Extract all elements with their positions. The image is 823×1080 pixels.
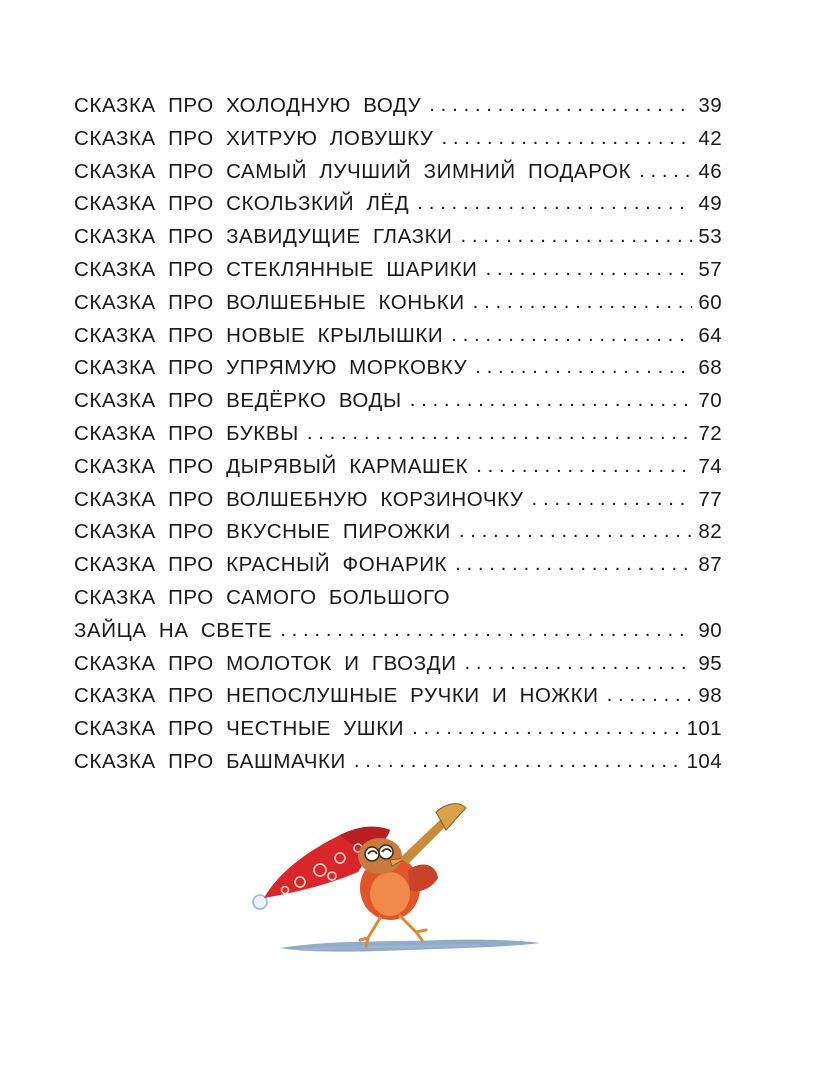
bird-with-trumpet-illustration <box>240 790 550 970</box>
toc-entry-page: 60 <box>698 290 722 314</box>
toc-entry[interactable] <box>74 488 722 521</box>
toc-leader-dots <box>639 159 692 183</box>
toc-entry-title: СКАЗКА ПРО ХОЛОДНУЮ ВОДУ <box>74 94 422 117</box>
toc-entry-page: 98 <box>698 684 722 708</box>
toc-entry-page: 101 <box>686 717 722 741</box>
toc-entry[interactable] <box>74 160 722 193</box>
toc-entry-title: ЗАЙЦА НА СВЕТЕ <box>74 618 273 642</box>
toc-entry-title: СКАЗКА ПРО БАШМАЧКИ <box>74 749 346 773</box>
bird-with-trumpet-icon <box>240 790 550 970</box>
toc-entry-page: 72 <box>698 421 722 445</box>
toc-entry[interactable] <box>74 422 722 455</box>
toc-entry-page: 42 <box>698 126 722 150</box>
toc-entry-title: СКАЗКА ПРО СКОЛЬЗКИЙ ЛЁД <box>74 192 410 216</box>
toc-leader-dots <box>417 191 692 215</box>
toc-entry[interactable] <box>74 356 722 389</box>
toc-entry-page: 104 <box>686 749 722 773</box>
toc-entry[interactable] <box>74 684 722 717</box>
toc-leader-dots <box>607 683 693 707</box>
toc-entry[interactable] <box>74 127 722 160</box>
toc-leader-dots <box>473 290 693 314</box>
toc-entry-title: СКАЗКА ПРО ВОЛШЕБНЫЕ КОНЬКИ <box>74 290 465 314</box>
toc-entry-title: СКАЗКА ПРО ВКУСНЫЕ ПИРОЖКИ <box>74 520 451 544</box>
toc-leader-dots <box>307 421 693 445</box>
toc-entry[interactable] <box>74 619 722 652</box>
toc-entry-title: СКАЗКА ПРО ВОЛШЕБНУЮ КОРЗИНОЧКУ <box>74 487 524 511</box>
toc-entry-title: СКАЗКА ПРО ЧЕСТНЫЕ УШКИ <box>74 717 405 741</box>
toc-entry-page: 82 <box>698 520 722 544</box>
toc-entry-page: 95 <box>698 651 722 675</box>
toc-leader-dots <box>410 388 693 412</box>
toc-entry-title: СКАЗКА ПРО САМОГО БОЛЬШОГО <box>74 585 451 609</box>
toc-leader-dots <box>354 749 681 773</box>
toc-entry[interactable] <box>74 717 722 750</box>
toc-entry[interactable] <box>74 225 722 258</box>
toc-entry-title: СКАЗКА ПРО УПРЯМУЮ МОРКОВКУ <box>74 356 468 380</box>
toc-entry-page: 53 <box>698 225 722 249</box>
toc-entry-title: СКАЗКА ПРО ДЫРЯВЫЙ КАРМАШЕК <box>74 454 469 478</box>
toc-entry[interactable] <box>74 455 722 488</box>
toc-leader-dots <box>451 323 692 347</box>
toc-leader-dots <box>485 257 692 281</box>
toc-entry-continued[interactable] <box>74 586 722 619</box>
toc-entry-page: 87 <box>698 553 722 577</box>
toc-entry[interactable] <box>74 652 722 685</box>
toc-entry[interactable] <box>74 553 722 586</box>
toc-entry-title: СКАЗКА ПРО НОВЫЕ КРЫЛЫШКИ <box>74 323 444 347</box>
toc-leader-dots <box>461 224 693 248</box>
toc-entry-title: СКАЗКА ПРО ВЕДЁРКО ВОДЫ <box>74 389 402 413</box>
toc-entry[interactable] <box>74 750 722 783</box>
toc-entry-title: СКАЗКА ПРО КРАСНЫЙ ФОНАРИК <box>74 553 448 577</box>
toc-entry-page: 46 <box>698 159 722 183</box>
toc-leader-dots <box>280 618 692 642</box>
toc-entry[interactable] <box>74 192 722 225</box>
toc-entry[interactable] <box>74 520 722 553</box>
toc-leader-dots <box>455 552 692 576</box>
toc-leader-dots <box>459 519 693 543</box>
toc-entry-page: 64 <box>698 323 722 347</box>
toc-entry-page: 70 <box>698 389 722 413</box>
toc-entry-page: 77 <box>698 487 722 511</box>
toc-entry-title: СКАЗКА ПРО МОЛОТОК И ГВОЗДИ <box>74 651 457 675</box>
toc-entry-title: СКАЗКА ПРО НЕПОСЛУШНЫЕ РУЧКИ И НОЖКИ <box>74 684 599 708</box>
toc-entry-page: 57 <box>698 257 722 281</box>
toc-entry-title: СКАЗКА ПРО ЗАВИДУЩИЕ ГЛАЗКИ <box>74 225 453 249</box>
toc-leader-dots <box>429 93 692 117</box>
table-of-contents <box>74 94 722 783</box>
toc-leader-dots <box>532 487 693 511</box>
toc-entry-title: СКАЗКА ПРО ХИТРУЮ ЛОВУШКУ <box>74 126 434 150</box>
toc-leader-dots <box>441 126 692 150</box>
toc-leader-dots <box>412 716 681 740</box>
toc-entry-title: СКАЗКА ПРО САМЫЙ ЛУЧШИЙ ЗИМНИЙ ПОДАРОК <box>74 159 632 183</box>
toc-leader-dots <box>476 454 692 478</box>
toc-entry-page: 74 <box>698 454 722 478</box>
toc-leader-dots <box>465 651 693 675</box>
toc-entry[interactable] <box>74 324 722 357</box>
toc-entry-page: 49 <box>698 192 722 216</box>
toc-entry-page: 39 <box>698 94 722 117</box>
toc-entry-title: СКАЗКА ПРО БУКВЫ <box>74 421 299 445</box>
toc-entry[interactable] <box>74 389 722 422</box>
trumpet <box>400 820 446 864</box>
toc-entry-page: 68 <box>698 356 722 380</box>
toc-entry-title: СКАЗКА ПРО СТЕКЛЯННЫЕ ШАРИКИ <box>74 257 478 281</box>
toc-leader-dots <box>475 355 692 379</box>
toc-entry-page: 90 <box>698 618 722 642</box>
bird-wing <box>408 864 438 891</box>
toc-entry[interactable] <box>74 291 722 324</box>
toc-entry[interactable] <box>74 258 722 291</box>
toc-entry[interactable] <box>74 94 722 127</box>
